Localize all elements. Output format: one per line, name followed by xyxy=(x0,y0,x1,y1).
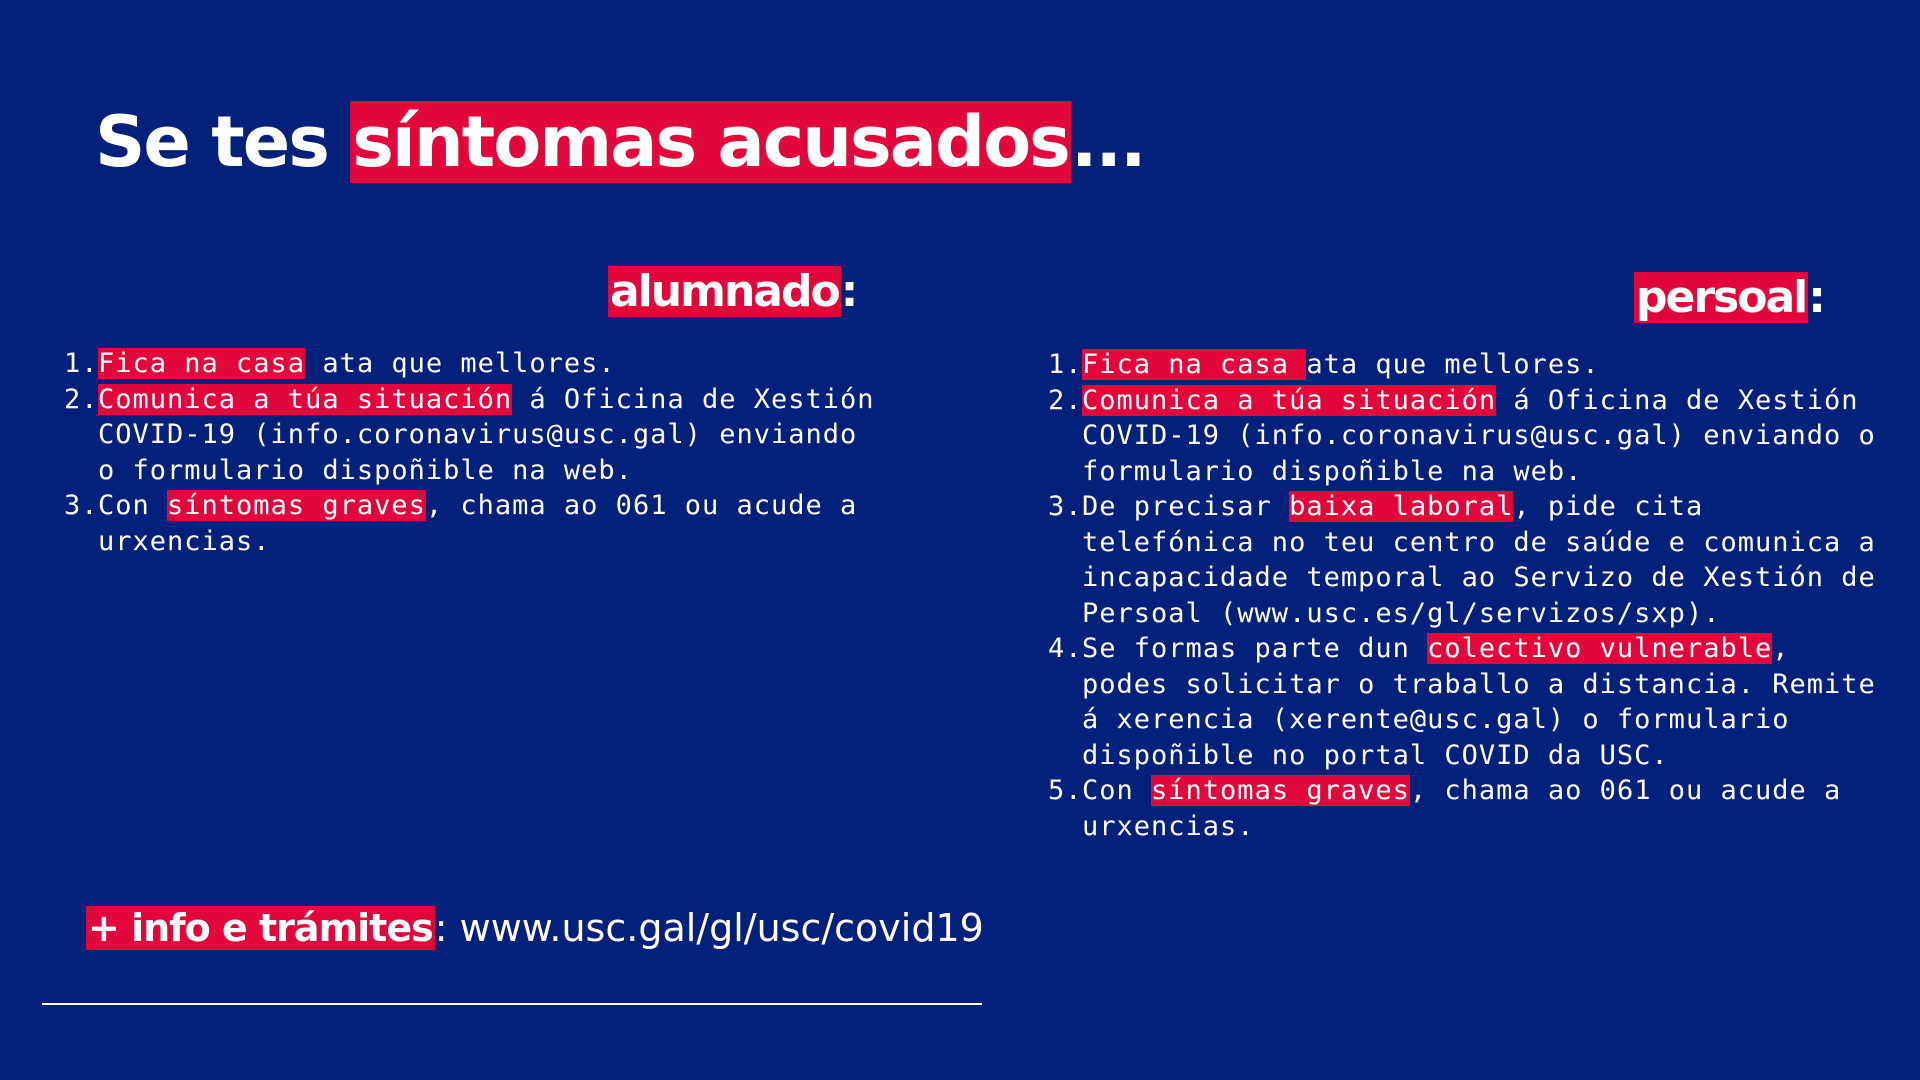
list-item-number: 3. xyxy=(64,490,99,521)
list-item xyxy=(1048,383,1888,490)
list-item xyxy=(1048,631,1888,773)
footer-info-label: + info e trámites xyxy=(88,906,433,950)
footer-info xyxy=(86,906,984,952)
page-title xyxy=(95,100,1145,184)
highlighted-text: síntomas graves xyxy=(1151,775,1410,806)
item-text: ata que mellores. xyxy=(305,348,616,379)
list-item-number: 5. xyxy=(1048,775,1083,806)
alumnado-heading-colon: : xyxy=(840,266,857,317)
highlighted-text: Fica na casa xyxy=(98,348,306,379)
title-highlight: síntomas acusados xyxy=(352,101,1069,183)
list-item xyxy=(1048,489,1888,631)
item-text: De precisar xyxy=(1082,491,1290,522)
persoal-list xyxy=(1048,347,1888,844)
item-text: , chama ao 061 ou acude a urxencias. xyxy=(98,490,858,557)
list-item-number: 2. xyxy=(1048,384,1083,416)
list-item-number: 1. xyxy=(64,348,99,379)
highlighted-text: síntomas graves xyxy=(167,490,426,521)
item-text: , pide cita telefónica no teu centro de saúde e comunica a incapacidade temporal ao Servizo de Xestión de Persoal (www.usc.es/gl/servizos/sxp). xyxy=(1082,491,1876,629)
list-item-number: 4. xyxy=(1048,633,1083,664)
footer-separator: : xyxy=(434,906,460,950)
persoal-heading-colon: : xyxy=(1808,272,1824,323)
footer-divider xyxy=(42,1003,982,1005)
list-item-number: 3. xyxy=(1048,491,1083,522)
footer-url-link[interactable]: www.usc.gal/gl/usc/covid19 xyxy=(459,906,984,950)
item-text: Con xyxy=(98,490,168,521)
list-item xyxy=(1048,773,1888,844)
item-text: Se formas parte dun xyxy=(1082,633,1428,664)
title-prefix: Se tes xyxy=(95,101,351,183)
list-item xyxy=(1048,347,1888,383)
highlighted-text: Comunica a túa situación xyxy=(98,383,513,415)
persoal-heading-label: persoal xyxy=(1636,272,1807,323)
list-item-number: 2. xyxy=(64,383,99,415)
alumnado-list xyxy=(64,346,884,559)
highlighted-text: Comunica a túa situación xyxy=(1082,384,1497,416)
alumnado-heading-label: alumnado xyxy=(610,266,839,317)
item-text: ata que mellores. xyxy=(1306,349,1600,380)
list-item-number: 1. xyxy=(1048,349,1083,380)
list-item xyxy=(64,382,884,489)
list-item xyxy=(64,346,884,382)
item-text: Con xyxy=(1082,775,1152,806)
list-item xyxy=(64,488,884,559)
highlighted-text: baixa laboral xyxy=(1289,491,1514,522)
persoal-heading xyxy=(1634,272,1824,325)
item-text: , podes solicitar o traballo a distancia. Remite á xerencia (xerente@usc.gal) o formulario dispoñible no portal COVID da USC. xyxy=(1082,633,1876,771)
highlighted-text: Fica na casa xyxy=(1082,349,1307,380)
item-text: á Oficina de Xestión COVID-19 (info.coronavirus@usc.gal) enviando o formulario dispoñible na web. xyxy=(1082,384,1876,487)
alumnado-heading xyxy=(608,266,856,319)
title-suffix: ... xyxy=(1070,101,1145,183)
highlighted-text: colectivo vulnerable xyxy=(1427,633,1773,664)
item-text: , chama ao 061 ou acude a urxencias. xyxy=(1082,775,1842,842)
item-text: á Oficina de Xestión COVID-19 (info.coronavirus@usc.gal) enviando o formulario dispoñible na web. xyxy=(98,383,875,486)
